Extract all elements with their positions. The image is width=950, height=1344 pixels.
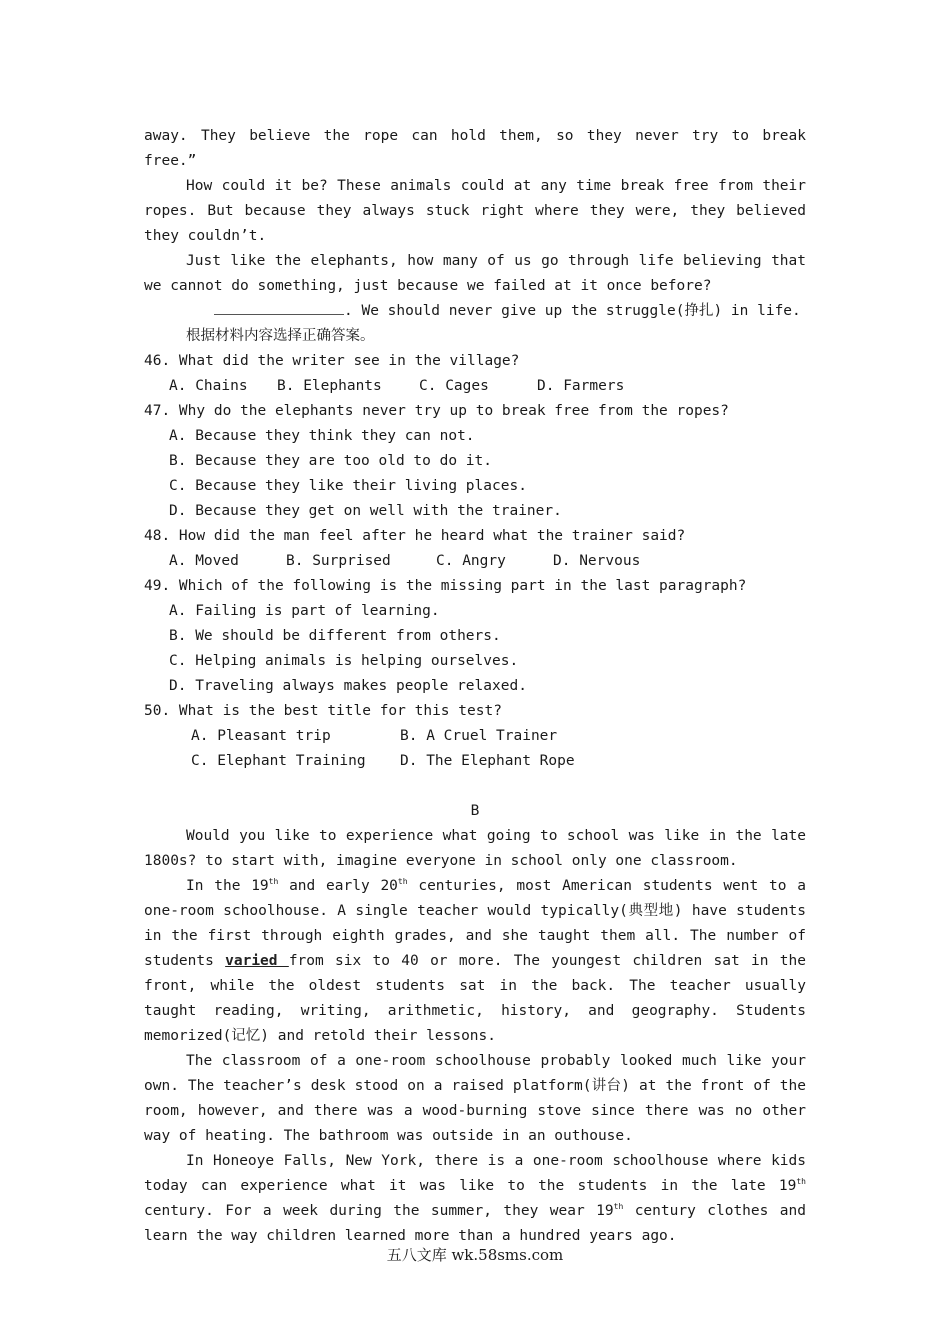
option-grid	[144, 724, 806, 774]
option[interactable]: B. A Cruel Trainer	[400, 728, 558, 744]
option[interactable]: B. Elephants	[277, 378, 382, 394]
instruction-text: 根据材料内容选择正确答案。	[186, 328, 375, 344]
option[interactable]: B. Because they are too old to do it.	[169, 453, 493, 469]
option[interactable]: B. Surprised	[286, 553, 391, 569]
option[interactable]: C. Cages	[419, 378, 489, 394]
text-run: centuries, most American students went to a one-room schoolhouse. A single teacher would typically(典型地) have students in the first through eighth grades, and she taught them all. The number of students	[144, 878, 806, 969]
option[interactable]: D. Nervous	[553, 553, 641, 569]
text-run: In the 19	[186, 878, 269, 894]
option-row	[144, 374, 806, 399]
option[interactable]: C. Angry	[436, 553, 506, 569]
text-run: century clothes and learn the way children learned more than a hundred years ago.	[144, 1203, 806, 1244]
option[interactable]: D. Farmers	[537, 378, 625, 394]
missing-sentence-tail: . We should never give up the struggle(挣扎) in life.	[344, 303, 801, 319]
option[interactable]: D. Traveling always makes people relaxed.	[169, 678, 527, 694]
passage-a-paragraph: Just like the elephants, how many of us go through life believing that we cannot do something, just because we failed at it once before?	[144, 253, 806, 294]
question-stem: 48. How did the man feel after he heard what the trainer said?	[144, 528, 686, 544]
option[interactable]: D. The Elephant Rope	[400, 753, 575, 769]
superscript: th	[268, 877, 279, 887]
section-heading: B	[470, 803, 480, 819]
option[interactable]: A. Chains	[169, 378, 248, 394]
option[interactable]: B. We should be different from others.	[169, 628, 501, 644]
option[interactable]: A. Because they think they can not.	[169, 428, 475, 444]
question-stem: 50. What is the best title for this test?	[144, 703, 502, 719]
passage-b-paragraph	[144, 874, 806, 1049]
option[interactable]: A. Pleasant trip	[191, 728, 331, 744]
question-stem: 47. Why do the elephants never try up to break free from the ropes?	[144, 403, 729, 419]
superscript: th	[613, 1202, 624, 1212]
superscript: th	[397, 877, 408, 887]
text-run: century. For a week during the summer, they wear 19	[144, 1203, 614, 1219]
option[interactable]: D. Because they get on well with the trainer.	[169, 503, 562, 519]
option[interactable]: A. Moved	[169, 553, 239, 569]
keyword-varied: varied	[225, 953, 289, 969]
option[interactable]: C. Helping animals is helping ourselves.	[169, 653, 519, 669]
option[interactable]: C. Elephant Training	[191, 753, 366, 769]
footer-watermark: 五八文库 wk.58sms.com	[386, 1246, 564, 1264]
option[interactable]: C. Because they like their living places.	[169, 478, 527, 494]
text-run: In Honeoye Falls, New York, there is a one-room schoolhouse where kids today can experience what it was like to the students in the late 19	[144, 1153, 806, 1194]
text-run: and early 20	[278, 878, 398, 894]
missing-sentence-line	[144, 299, 806, 324]
passage-b-paragraph: The classroom of a one-room schoolhouse probably looked much like your own. The teacher’s desk stood on a raised platform(讲台) at the front of the room, however, and there was a wood-burning stove since there was no other way of heating. The bathroom was outside in an outhouse.	[144, 1053, 806, 1144]
option-row	[144, 549, 806, 574]
answer-blank[interactable]	[214, 300, 344, 315]
option[interactable]: A. Failing is part of learning.	[169, 603, 440, 619]
document-body	[144, 124, 806, 1249]
passage-b-paragraph	[144, 1149, 806, 1249]
passage-a-paragraph: How could it be? These animals could at any time break free from their ropes. But because they always stuck right where they were, they believed they couldn’t.	[144, 178, 806, 244]
question-stem: 49. Which of the following is the missing part in the last paragraph?	[144, 578, 747, 594]
superscript: th	[796, 1177, 806, 1187]
text-run: from six to 40 or more. The youngest children sat in the front, while the oldest students sat in the back. The teacher usually taught reading, writing, arithmetic, history, and geography. Students memorized(记忆) and retold their lessons.	[144, 953, 806, 1044]
question-stem: 46. What did the writer see in the village?	[144, 353, 520, 369]
passage-b-paragraph: Would you like to experience what going to school was like in the late 1800s? to start with, imagine everyone in school only one classroom.	[144, 828, 806, 869]
passage-a-paragraph: away. They believe the rope can hold them, so they never try to break free.”	[144, 128, 806, 169]
